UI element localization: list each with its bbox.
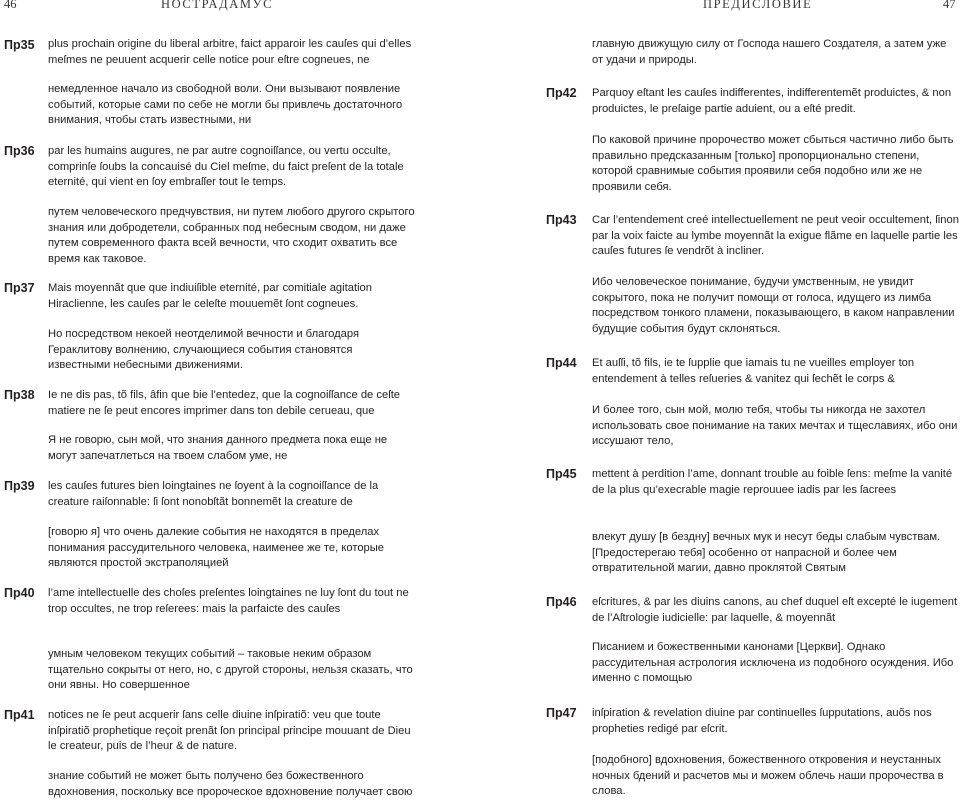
translation-block: влекут душу [в бездну] вечных мук и несут беды слабым чувствам. [Предостерегаю тебя] особенно от напрасной и более чем отвратительной магии, давно проклятой Святым xyxy=(592,531,941,575)
original-text-block: eſcritures, & par les diuins canons, au chef duquel eſt excepté le iugement de l’Aſtrologie iudicielle: par laquelle, & moyennãt xyxy=(592,596,958,624)
section-label: Пр46 xyxy=(546,595,577,609)
translation-block: [говорю я] что очень далекие события не находятся в пределах понимания рассудительного человека, наименее же те, которые являются простой экстраполяцией xyxy=(48,526,385,570)
translation-block: путем человеческого предчувствия, ни путем любого другого скрытого знания или добродетели, собранных под небесным сводом, ни даже путем современного факта всей вечности, что сходит охватить все время как таковое. xyxy=(48,206,415,265)
section-label: Пр37 xyxy=(4,281,35,295)
original-text-block: Et auſſi, tõ fils, ie te ſupplie que iamais tu ne vueilles employer ton entendement à telles reſueries & vanitez qui ſechẽt le corps & xyxy=(592,357,915,385)
translation-block: [подобного] вдохновения, божественного откровения и неустанных ночных бдений и расчетов мы и можем облечь наши пророчества в слова. xyxy=(592,754,944,798)
original-text-block: Ie ne dis pas, tõ fils, âfin que bie l’entedez, que la cognoiſſance de ceſte matiere ne ſe peut encores imprimer dans ton debile cerueau, que xyxy=(48,389,401,417)
original-text-block: notices ne ſe peut acquerir ſans celle diuine inſpiratiõ: veu que toute inſpiratiõ prophetique reçoit prenãt ſon principal principe mouuant de Dieu le createur, puis de l’heur & de nature. xyxy=(48,709,411,753)
original-text-block: inſpiration & revelation diuine par continuelles ſupputations, auõs nos propheties redigé par eſcrit. xyxy=(592,707,932,735)
right-running-head: ПРЕДИСЛОВИЕ xyxy=(703,0,813,11)
section-label: Пр43 xyxy=(546,213,577,227)
translation-block: Писанием и божественными канонами [Церкви]. Однако рассудительная астрология исключена из подобного осуждения. Ибо именно с помощью xyxy=(592,641,954,685)
translation-block: немедленное начало из свободной воли. Они вызывают появление событий, которые сами по себе не могли бы привлечь достаточного внимания, чтобы стать известными, ни xyxy=(48,83,403,127)
section-label: Пр38 xyxy=(4,388,35,402)
original-text-block: plus prochain origine du liberal arbitre, faict apparoir les cauſes qui d’elles meſmes ne peuuent acquerir celle notice pour eſtre cogneues, ne xyxy=(48,38,412,66)
translation-block: умным человеком текущих событий – таковые неким образом тщательно сокрыты от него, но, с другой стороны, нельзя сказать, что они явны. Но совершенное xyxy=(48,648,413,692)
original-text-block: par les humains augures, ne par autre cognoiſſance, ou vertu occulte, comprinſe ſoubs la concauisé du Ciel meſme, du faict preſent de la totale eternité, qui vient en ſoy embraſſer tout le temps. xyxy=(48,145,404,189)
translation-block: Ибо человеческое понимание, будучи умственным, не увидит сокрытого, пока не получит помощи от голоса, идущего из лимба посредством тонкого пламени, показывающего, в каком направлении будущие события будут склоняться. xyxy=(592,276,955,335)
translation-block: И более того, сын мой, молю тебя, чтобы ты никогда не захотел использовать свое понимание на таких мечтах и тщеславиях, ибо они иссушают тело, xyxy=(592,404,958,448)
translation-block: По каковой причине пророчество может сбыться частично либо быть правильно предсказанным [только] пропорционально степени, которой сравнимые события проявили себя подобно или же не проявили себя. xyxy=(592,134,954,193)
section-label: Пр45 xyxy=(546,467,577,481)
left-running-head: НОСТРАДАМУС xyxy=(161,0,274,11)
original-text-block: les cauſes futures bien loingtaines ne ſoyent à la cognoiſſance de la creature raiſonnable: ſi ſont nonobſtãt bonnemẽt la creature de xyxy=(48,480,379,508)
section-label: Пр44 xyxy=(546,356,577,370)
section-label: Пр47 xyxy=(546,706,577,720)
section-label: Пр35 xyxy=(4,38,35,52)
right-page-number: 47 xyxy=(943,0,956,11)
translation-block: знание событий не может быть получено без божественного вдохновения, поскольку все пророческое вдохновение получает свою xyxy=(48,770,413,798)
section-label: Пр40 xyxy=(4,586,35,600)
section-label: Пр36 xyxy=(4,144,35,158)
section-label: Пр41 xyxy=(4,708,35,722)
original-text-block: Parquoy eſtant les cauſes indifferentes, indifferentemẽt produictes, & non produictes, le preſaige partie aduient, ou a eſté predit. xyxy=(592,87,952,115)
original-text-block: mettent à perdition l’ame, donnant trouble au foible ſens: meſme la vanité de la plus qu’execrable magie reprouuee iadis par les ſacrees xyxy=(592,468,953,496)
section-label: Пр42 xyxy=(546,86,577,100)
translation-block: Но посредством некоей неотделимой вечности и благодаря Гераклитову волнению, случающиеся события становятся известными небесными движениями. xyxy=(48,328,360,372)
translation-block: главную движущую силу от Господа нашего Создателя, а затем уже от удачи и природы. xyxy=(592,38,947,66)
original-text-block: Car l’entendement creé intellectuellement ne peut veoir occultement, ſinon par la voix faicte au lymbe moyennãt la exigue flãme en laquelle partie les cauſes futures ſe vendrõt à incliner. xyxy=(592,214,959,258)
section-label: Пр39 xyxy=(4,479,35,493)
original-text-block: l’ame intellectuelle des choſes preſentes loingtaines ne luy ſont du tout ne trop occultes, ne trop reſerees: mais la parfaicte des cauſes xyxy=(48,587,409,615)
left-page-number: 46 xyxy=(4,0,17,11)
original-text-block: Mais moyennãt que quе indiuiſible eternité, par comitiale agitation Hiraclienne, les cauſes par le celeſte mouuemẽt ſont cogneues. xyxy=(48,282,373,310)
right-page xyxy=(481,0,962,800)
translation-block: Я не говорю, сын мой, что знания данного предмета пока еще не могут запечатлеться на твоем слабом уме, не xyxy=(48,434,388,462)
